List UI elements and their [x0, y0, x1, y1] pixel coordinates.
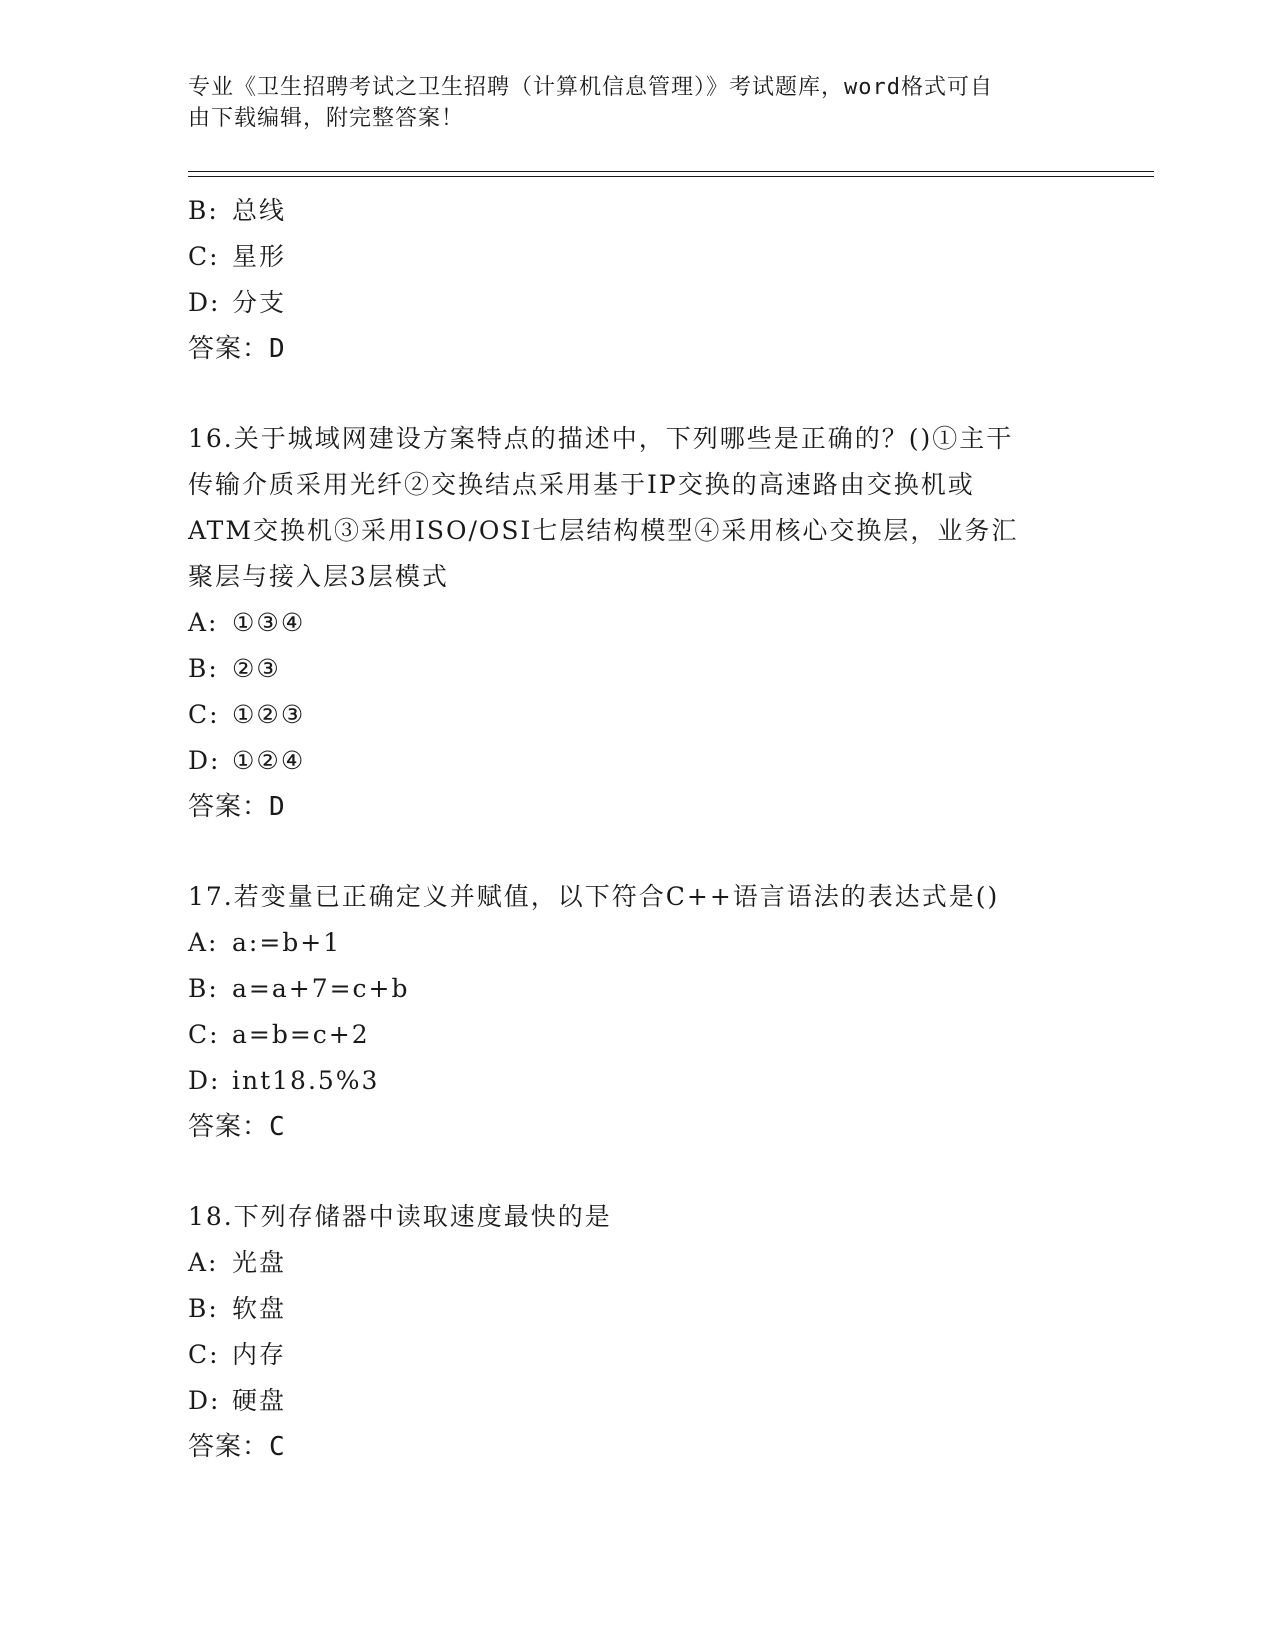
option-c: C: 星形 [188, 242, 287, 271]
answer: 答案：C [188, 1112, 286, 1142]
option-d: D: ①②④ [188, 746, 306, 775]
option-d: D: int18.5%3 [188, 1066, 380, 1095]
question-17 [188, 874, 1088, 1150]
question-18 [188, 1194, 1088, 1470]
question-15-fragment [188, 188, 1088, 372]
question-16 [188, 416, 1088, 830]
header-rule-bottom [188, 176, 1154, 177]
option-b: B: 软盘 [188, 1294, 287, 1323]
document-header [188, 72, 1088, 134]
question-text-line: 18.下列存储器中读取速度最快的是 [188, 1202, 612, 1231]
header-line-2: 由下载编辑，附完整答案！ [188, 106, 465, 131]
question-text-line: ATM交换机③采用ISO/OSI七层结构模型④采用核心交换层，业务汇 [188, 516, 1019, 545]
option-a: A: ①③④ [188, 608, 306, 637]
option-c: C: a=b=c+2 [188, 1020, 370, 1049]
answer: 答案：C [188, 1432, 286, 1462]
document-body [188, 188, 1088, 1470]
answer: 答案：D [188, 334, 286, 364]
question-text-line: 17.若变量已正确定义并赋值，以下符合C++语言语法的表达式是() [188, 882, 1000, 911]
question-text-line: 聚层与接入层3层模式 [188, 562, 449, 591]
option-d: D: 硬盘 [188, 1386, 287, 1415]
header-rule-top [188, 171, 1154, 172]
answer: 答案：D [188, 792, 286, 822]
option-d: D: 分支 [188, 288, 287, 317]
option-b: B: a=a+7=c+b [188, 974, 410, 1003]
option-a: A: a:=b+1 [188, 928, 342, 957]
header-line-1: 专业《卫生招聘考试之卫生招聘（计算机信息管理）》考试题库，word格式可自 [188, 75, 993, 100]
question-text-line: 16.关于城域网建设方案特点的描述中，下列哪些是正确的？()①主干 [188, 424, 1014, 453]
option-b: B: 总线 [188, 196, 287, 225]
question-text-line: 传输介质采用光纤②交换结点采用基于IP交换的高速路由交换机或 [188, 470, 975, 499]
option-a: A: 光盘 [188, 1248, 287, 1277]
option-c: C: 内存 [188, 1340, 287, 1369]
option-c: C: ①②③ [188, 700, 306, 729]
option-b: B: ②③ [188, 654, 281, 683]
